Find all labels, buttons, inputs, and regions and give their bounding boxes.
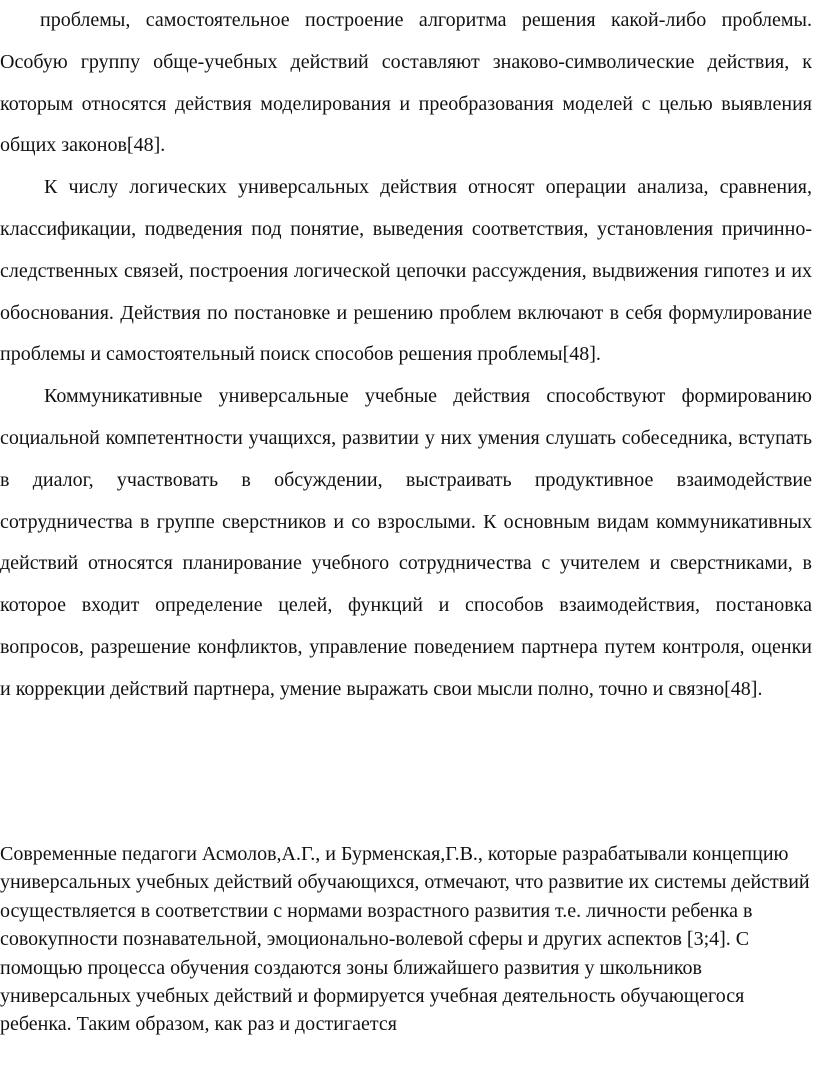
paragraph-modern-educators: Современные педагоги Асмолов,А.Г., и Бурменская,Г.В., которые разрабатывали концепцию универсальных учебных действий обучающихся, отмечают, что развитие их системы действий осуществляется в соответствии с нормами возрастного развития т.е. личности ребенка в совокупности познавательной, эмоционально-волевой сферы и других аспектов [3;4]. С помощью процесса обучения создаются зоны ближайшего развития у школьников универсальных учебных действий и формируется учебная деятельность обучающегося ребенка. Таким образом, как раз и достигается: [0, 843, 810, 1036]
paragraph-logical-actions: К числу логических универсальных действия относят операции анализа, сравнения, классификации, подведения под понятие, выведения соответствия, установления причинно-следственных связей, построения логической цепочки рассуждения, выдвижения гипотез и их обоснования. Действия по постановке и решению проблем включают в себя формулирование проблемы и самостоятельный поиск способов решения проблемы[48].: [0, 176, 812, 366]
paragraph-continuation: проблемы, самостоятельное построение алгоритма решения какой-либо проблемы. Особую группу обще-учебных действий составляют знаково-символические действия, к которым относятся действия моделирования и преобразования моделей с целью выявления общих законов[48].: [0, 9, 812, 157]
paragraph-communicative-actions: Коммуникативные универсальные учебные действия способствуют формированию социальной компетентности учащихся, развитии у них умения слушать собеседника, вступать в диалог, участвовать в обсуждении, выстраивать продуктивное взаимодействие сотрудничества в группе сверстников и со взрослыми. К основным видам коммуникативных действий относятся планирование учебного сотрудничества с учителем и сверстниками, в которое входит определение целей, функций и способов взаимодействия, постановка вопросов, разрешение конфликтов, управление поведением партнера путем контроля, оценки и коррекции действий партнера, умение выражать свои мысли полно, точно и связно[48].: [0, 385, 812, 700]
